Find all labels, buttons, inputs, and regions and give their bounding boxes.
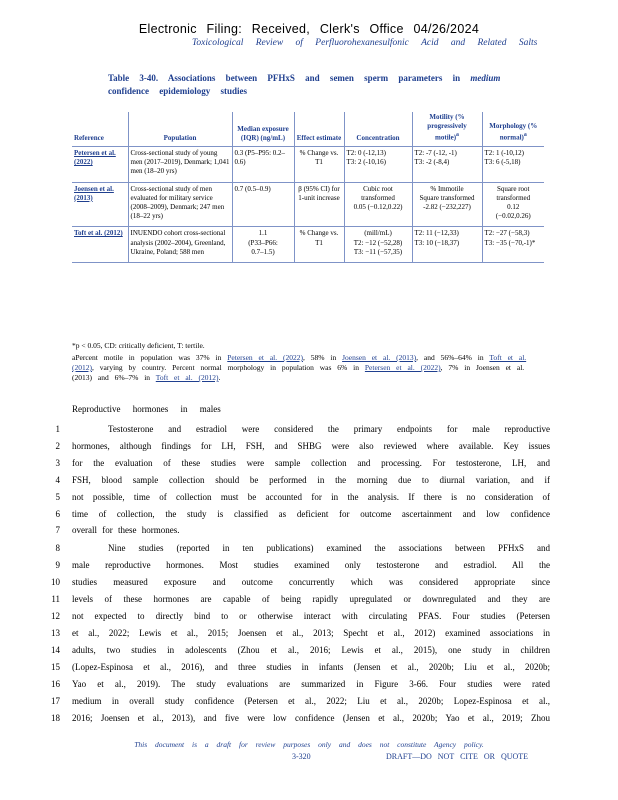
caption-suffix: confidence epidemiology studies — [108, 86, 247, 96]
col-header-effect: Effect estimate — [294, 112, 344, 146]
body-line: not expected to directly bind to or otherwise interact with circulating PFAS. Four studies (Petersen — [72, 611, 550, 621]
body-line: hormones, although findings for LH, FSH, and SHBG were also reviewed where available. Key issues — [72, 441, 550, 451]
line-number: 15 — [51, 662, 60, 672]
population-cell: Cross-sectional study of men evaluated for military service (2008–2009), Denmark; 247 men (18–22 yrs) — [128, 182, 232, 227]
body-line: et al., 2022; Lewis et al., 2015; Joensen et al., 2013; Specht et al., 2012) examined associations in — [72, 628, 550, 638]
col-header-morphology — [482, 112, 544, 146]
running-title: Toxicological Review of Perfluorohexanesulfonic Acid and Related Salts — [192, 38, 538, 48]
footnote-text: , and 56%–64% in — [416, 353, 490, 362]
motility-cell: T2: -7 (-12, -1) T3: -2 (-8,4) — [412, 146, 482, 182]
section-heading: Reproductive hormones in males — [72, 404, 221, 414]
table-footnote-2 — [72, 353, 550, 383]
exposure-cell: 0.3 (P5–P95: 0.2–0.6) — [232, 146, 294, 182]
footnote-link[interactable]: Toft et al. (2012) — [72, 353, 527, 372]
reference-link[interactable]: Petersen et al. (2022) — [74, 148, 116, 167]
body-line: for the evaluation of these studies were sample collection and processing. For testosterone, LH, and — [72, 458, 550, 468]
body-line: Nine studies (reported in ten publications) examined the associations between PFHxS and — [108, 543, 550, 553]
line-number: 7 — [55, 525, 60, 535]
filing-stamp: Electronic Filing: Received, Clerk's Office 04/26/2024 — [138, 22, 480, 36]
morphology-label: Morphology (% normal) — [489, 122, 538, 142]
exposure-cell: 1.1 (P33–P66: 0.7–1.5) — [232, 227, 294, 263]
footnote-link[interactable]: Petersen et al. (2022) — [227, 353, 303, 362]
body-line: 2016; Joensen et al., 2013), and five were low confidence (Jensen et al., 2020b; Yao et al., 2019; Zhou — [72, 713, 550, 723]
line-number: 2 — [55, 441, 60, 451]
concentration-cell: Cubic root transformed 0.05 (−0.12,0.22) — [344, 182, 412, 227]
line-number: 10 — [51, 577, 60, 587]
body-line: adults, two studies in adolescents (Zhou et al., 2016; Lewis et al., 2015), one study in children — [72, 645, 550, 655]
page-number: 3-320 — [292, 752, 311, 761]
population-cell: INUENDO cohort cross-sectional analysis (2002–2004), Greenland, Ukraine, Poland; 588 men — [128, 227, 232, 263]
associations-table — [72, 112, 544, 263]
effect-cell: β (95% CI) for 1-unit increase — [294, 182, 344, 227]
footnote-link[interactable]: Joensen et al. (2013) — [342, 353, 417, 362]
reference-link[interactable]: Toft et al. (2012) — [74, 229, 123, 238]
effect-cell: % Change vs. T1 — [294, 146, 344, 182]
concentration-cell: (mill/mL) T2: −12 (−52,28) T3: −11 (−57,35) — [344, 227, 412, 263]
concentration-cell: T2: 0 (-12,13) T3: 2 (-10,16) — [344, 146, 412, 182]
body-line: levels of these hormones are capable of being rapidly upregulated or downregulated and they are — [72, 594, 550, 604]
col-header-concentration: Concentration — [344, 112, 412, 146]
line-number: 18 — [51, 713, 60, 723]
caption-italic: medium — [470, 73, 501, 83]
body-line: male reproductive hormones. Most studies examined only testosterone and estradiol. All the — [72, 560, 550, 570]
line-number: 13 — [51, 628, 60, 638]
table-header-row — [72, 112, 544, 146]
footnote-text: , 7% in Joensen et al. (2013) and 6%–7% in — [72, 363, 525, 382]
col-header-exposure: Median exposure (IQR) (ng/mL) — [232, 112, 294, 146]
line-number: 12 — [51, 611, 60, 621]
body-line: time of collection, the study is classified as deficient for outcome ascertainment and low confidence — [72, 509, 550, 519]
exposure-cell: 0.7 (0.5–0.9) — [232, 182, 294, 227]
table-row — [72, 227, 544, 263]
reference-link[interactable]: Joensen et al. (2013) — [74, 184, 114, 202]
table-row — [72, 146, 544, 182]
line-number: 17 — [51, 696, 60, 706]
motility-cell: T2: 11 (−12,33) T3: 10 (−18,37) — [412, 227, 482, 263]
motility-cell: % Immotile Square transformed -2.82 (−232,227) — [412, 182, 482, 227]
motility-mark: a — [456, 132, 459, 139]
line-number: 11 — [51, 594, 60, 604]
footnote-text: , 58% in — [303, 353, 343, 362]
line-number: 4 — [55, 475, 60, 485]
effect-cell: % Change vs. T1 — [294, 227, 344, 263]
footer-disclaimer: This document is a draft for review purposes only and does not constitute Agency policy. — [134, 740, 484, 749]
body-line: FSH, blood sample collection should be performed in the morning due to diurnal variation, and if — [72, 475, 550, 485]
body-line: Testosterone and estradiol were considered the primary endpoints for male reproductive — [108, 424, 550, 434]
body-line: medium in overall study confidence (Petersen et al., 2022; Liu et al., 2020b; Lopez-Espinosa et al., — [72, 696, 550, 706]
caption-prefix: Table 3-40. Associations between PFHxS and semen sperm parameters in — [108, 73, 461, 83]
footnote-text: , varying by country. Percent normal morphology in population was 6% in — [92, 363, 365, 372]
table-footnote-1: *p < 0.05, CD: critically deficient, T: tertile. — [72, 341, 205, 350]
col-header-reference: Reference — [72, 112, 128, 146]
morphology-cell: Square root transformed 0.12 (−0.02,0.26) — [482, 182, 544, 227]
motility-label: Motility (% progressively motile) — [427, 113, 467, 142]
population-cell: Cross-sectional study of young men (2017–2019), Denmark; 1,041 men (18–20 yrs) — [128, 146, 232, 182]
line-number: 16 — [51, 679, 60, 689]
line-number: 5 — [55, 492, 60, 502]
footnote-link[interactable]: Toft et al. (2012) — [155, 373, 219, 382]
footnote-link[interactable]: Petersen et al. (2022) — [364, 363, 441, 372]
line-number: 9 — [55, 560, 60, 570]
body-line: overall for these hormones. — [72, 525, 180, 535]
col-header-population: Population — [128, 112, 232, 146]
draft-notice: DRAFT—DO NOT CITE OR QUOTE — [386, 752, 529, 761]
table-caption — [108, 72, 528, 98]
morphology-cell: T2: 1 (-10,12) T3: 6 (-5,18) — [482, 146, 544, 182]
col-header-motility — [412, 112, 482, 146]
body-line: studies measured exposure and outcome concurrently which was considered appropriate since — [72, 577, 550, 587]
body-line: not possible, time of collection must be accounted for in the analysis. If there is no consideration of — [72, 492, 550, 502]
line-number: 1 — [55, 424, 60, 434]
line-number: 14 — [51, 645, 60, 655]
body-line: Yao et al., 2019). The study evaluations are summarized in Figure 3-66. Four studies were rated — [72, 679, 550, 689]
line-number: 8 — [55, 543, 60, 553]
morphology-cell: T2: −27 (−58,3) T3: −35 (−70,-1)* — [482, 227, 544, 263]
body-line: (Lopez-Espinosa et al., 2016), and three studies in infants (Jensen et al., 2020b; Liu et al., 2020b; — [72, 662, 550, 672]
footnote-text: . — [218, 373, 221, 382]
table-row — [72, 182, 544, 227]
line-number: 3 — [55, 458, 60, 468]
morphology-mark: a — [523, 132, 527, 139]
line-number: 6 — [55, 509, 60, 519]
footnote-text: aPercent motile in population was 37% in — [72, 353, 228, 362]
